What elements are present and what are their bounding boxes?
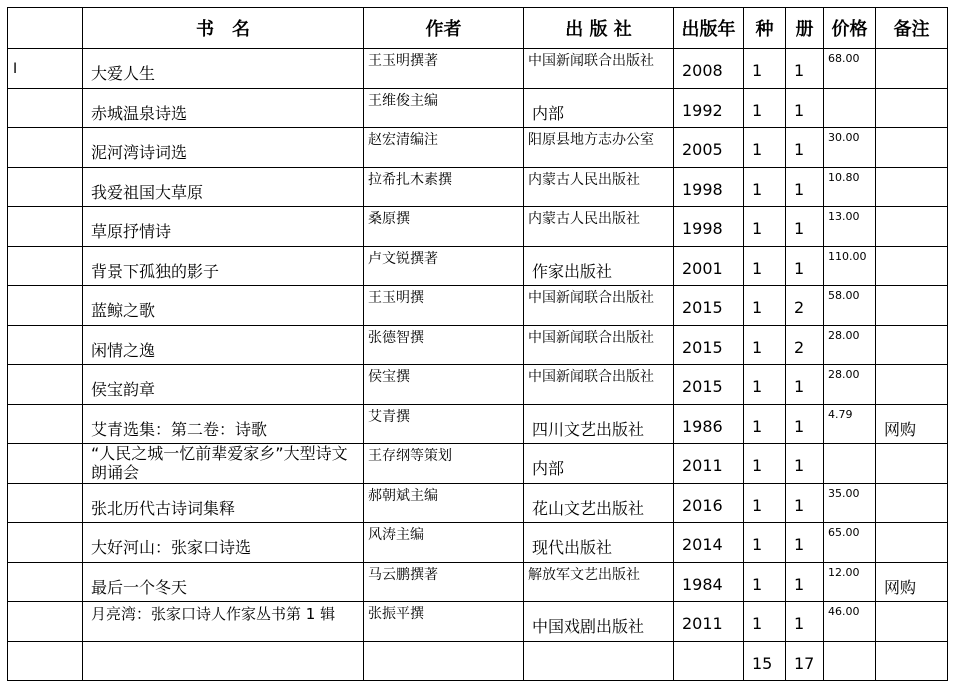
row-index bbox=[8, 365, 82, 377]
total-volumes: 17 bbox=[794, 653, 815, 673]
book-author: 张德智撰 bbox=[368, 329, 424, 346]
row-index bbox=[8, 484, 82, 496]
book-price: 58.00 bbox=[828, 289, 860, 302]
book-kinds: 1 bbox=[752, 179, 763, 199]
table-row bbox=[8, 128, 948, 168]
book-author: 王玉明撰著 bbox=[368, 53, 438, 69]
book-volumes: 1 bbox=[794, 219, 805, 238]
book-volumes: 1 bbox=[794, 100, 805, 120]
header-title: 书 名 bbox=[83, 8, 364, 49]
book-price: 30.00 bbox=[828, 131, 860, 144]
row-index bbox=[8, 444, 82, 456]
book-volumes: 2 bbox=[794, 337, 805, 357]
header-remark: 备注 bbox=[876, 8, 948, 49]
book-author: 王玉明撰 bbox=[368, 290, 424, 306]
book-price: 4.79 bbox=[828, 407, 853, 421]
book-price: 65.00 bbox=[828, 526, 860, 539]
book-year: 2001 bbox=[682, 258, 723, 278]
book-year: 1998 bbox=[682, 179, 723, 199]
book-volumes: 1 bbox=[794, 179, 805, 199]
book-publisher: 作家出版社 bbox=[532, 261, 613, 281]
book-title: 大爱人生 bbox=[91, 64, 156, 83]
book-remark bbox=[876, 286, 947, 298]
book-publisher: 内蒙古人民出版社 bbox=[528, 171, 640, 188]
book-remark bbox=[876, 523, 947, 535]
table-row bbox=[8, 483, 948, 523]
book-author: 桑原撰 bbox=[368, 211, 410, 227]
book-publisher: 解放军文艺出版社 bbox=[528, 566, 640, 583]
book-price: 68.00 bbox=[828, 52, 860, 65]
book-author: 侯宝撰 bbox=[368, 369, 410, 385]
table-row bbox=[8, 562, 948, 602]
header-kinds: 种 bbox=[744, 8, 786, 49]
book-author: 赵宏清编注 bbox=[368, 132, 438, 148]
book-volumes: 1 bbox=[794, 377, 805, 396]
book-remark bbox=[876, 49, 947, 61]
book-author: 拉希扎木素撰 bbox=[368, 171, 452, 188]
book-volumes: 1 bbox=[794, 416, 805, 436]
book-remark bbox=[876, 602, 947, 614]
book-volumes: 1 bbox=[794, 535, 805, 554]
book-title: 艾青选集：第二卷：诗歌 bbox=[91, 419, 268, 439]
book-price: 46.00 bbox=[828, 605, 860, 618]
row-index bbox=[8, 286, 82, 298]
book-kinds: 1 bbox=[752, 495, 763, 515]
book-remark: 网购 bbox=[884, 419, 917, 439]
book-price bbox=[824, 444, 875, 447]
table-row bbox=[8, 365, 948, 405]
book-kinds: 1 bbox=[752, 456, 763, 475]
header-author: 作者 bbox=[364, 8, 524, 49]
book-author: 郝朝斌主编 bbox=[368, 487, 438, 504]
book-title: 大好河山：张家口诗选 bbox=[91, 538, 252, 557]
book-volumes: 1 bbox=[794, 574, 805, 594]
table-row bbox=[8, 523, 948, 563]
book-table bbox=[7, 7, 948, 681]
book-remark bbox=[876, 247, 947, 259]
book-kinds: 1 bbox=[752, 61, 763, 80]
book-author: 风涛主编 bbox=[368, 527, 424, 543]
book-title: 泥河湾诗词选 bbox=[91, 143, 188, 162]
book-title: “人民之城一忆前辈爱家乡”大型诗文朗诵会 bbox=[91, 444, 348, 482]
book-kinds: 1 bbox=[752, 140, 763, 159]
book-publisher: 四川文艺出版社 bbox=[532, 419, 645, 439]
book-volumes: 1 bbox=[794, 495, 805, 515]
book-year: 1992 bbox=[682, 100, 723, 120]
book-price: 10.80 bbox=[828, 170, 860, 184]
book-year: 1998 bbox=[682, 219, 723, 238]
book-publisher: 现代出版社 bbox=[532, 538, 613, 557]
book-price: 28.00 bbox=[828, 328, 860, 342]
book-publisher: 阳原县地方志办公室 bbox=[528, 132, 654, 148]
book-publisher: 中国新闻联合出版社 bbox=[528, 53, 654, 69]
totals-row bbox=[8, 641, 948, 681]
header-index bbox=[8, 8, 83, 49]
book-year: 1986 bbox=[682, 416, 723, 436]
book-title: 闲情之逸 bbox=[91, 340, 156, 360]
book-publisher: 中国戏剧出版社 bbox=[532, 617, 645, 636]
book-kinds: 1 bbox=[752, 535, 763, 554]
table-row bbox=[8, 207, 948, 247]
row-index bbox=[8, 563, 82, 575]
book-kinds: 1 bbox=[752, 258, 763, 278]
book-publisher: 内部 bbox=[532, 103, 565, 123]
row-index bbox=[8, 168, 82, 180]
book-kinds: 1 bbox=[752, 100, 763, 120]
book-remark bbox=[876, 326, 947, 338]
book-volumes: 1 bbox=[794, 61, 805, 80]
book-remark bbox=[876, 89, 947, 101]
table-row bbox=[8, 325, 948, 365]
table-row bbox=[8, 88, 948, 128]
book-volumes: 1 bbox=[794, 456, 805, 475]
book-year: 2014 bbox=[682, 535, 723, 554]
header-row bbox=[8, 8, 948, 49]
book-price: 110.00 bbox=[828, 249, 867, 263]
book-kinds: 1 bbox=[752, 416, 763, 436]
book-year: 2005 bbox=[682, 140, 723, 159]
book-author: 艾青撰 bbox=[368, 408, 410, 425]
book-remark bbox=[876, 128, 947, 140]
book-kinds: 1 bbox=[752, 298, 763, 317]
book-author: 马云鹏撰著 bbox=[368, 566, 438, 583]
book-kinds: 1 bbox=[752, 614, 763, 633]
book-author: 张振平撰 bbox=[368, 606, 424, 622]
book-remark bbox=[876, 168, 947, 180]
book-volumes: 2 bbox=[794, 298, 805, 317]
book-year: 1984 bbox=[682, 574, 723, 594]
row-index: I bbox=[13, 61, 18, 77]
book-remark bbox=[876, 484, 947, 496]
book-remark bbox=[876, 444, 947, 456]
book-price bbox=[824, 89, 875, 92]
book-publisher: 内蒙古人民出版社 bbox=[528, 211, 640, 227]
book-author: 王维俊主编 bbox=[368, 92, 438, 109]
table-row bbox=[8, 404, 948, 444]
row-index bbox=[8, 89, 82, 101]
book-kinds: 1 bbox=[752, 574, 763, 594]
book-title: 最后一个冬天 bbox=[91, 577, 188, 597]
table-body bbox=[8, 49, 948, 642]
book-price: 12.00 bbox=[828, 565, 860, 579]
book-price: 28.00 bbox=[828, 368, 860, 381]
book-author: 卢文锐撰著 bbox=[368, 250, 438, 267]
table-row bbox=[8, 246, 948, 286]
book-title: 蓝鲸之歌 bbox=[91, 301, 156, 320]
book-remark bbox=[876, 365, 947, 377]
book-remark: 网购 bbox=[884, 577, 917, 597]
book-year: 2016 bbox=[682, 495, 723, 515]
book-publisher: 中国新闻联合出版社 bbox=[528, 329, 654, 346]
book-year: 2008 bbox=[682, 61, 723, 80]
book-year: 2011 bbox=[682, 614, 723, 633]
header-price: 价格 bbox=[824, 8, 876, 49]
table-row bbox=[8, 602, 948, 642]
table-row bbox=[8, 167, 948, 207]
book-publisher: 中国新闻联合出版社 bbox=[528, 290, 654, 306]
book-title: 月亮湾：张家口诗人作家丛书第 1 辑 bbox=[91, 605, 336, 623]
table-row bbox=[8, 286, 948, 326]
book-volumes: 1 bbox=[794, 614, 805, 633]
row-index bbox=[8, 128, 82, 140]
book-kinds: 1 bbox=[752, 377, 763, 396]
row-index bbox=[8, 405, 82, 417]
book-publisher: 内部 bbox=[532, 459, 565, 478]
header-publisher: 出 版 社 bbox=[524, 8, 674, 49]
book-price: 13.00 bbox=[828, 210, 860, 223]
book-volumes: 1 bbox=[794, 140, 805, 159]
book-year: 2011 bbox=[682, 456, 723, 475]
book-title: 赤城温泉诗选 bbox=[91, 103, 188, 123]
table-row bbox=[8, 49, 948, 89]
book-title: 我爱祖国大草原 bbox=[91, 182, 204, 202]
row-index bbox=[8, 523, 82, 535]
row-index bbox=[8, 247, 82, 259]
table-row bbox=[8, 444, 948, 484]
book-year: 2015 bbox=[682, 377, 723, 396]
book-publisher: 中国新闻联合出版社 bbox=[528, 369, 654, 385]
book-volumes: 1 bbox=[794, 258, 805, 278]
book-publisher: 花山文艺出版社 bbox=[532, 498, 645, 518]
book-year: 2015 bbox=[682, 298, 723, 317]
book-kinds: 1 bbox=[752, 337, 763, 357]
total-kinds: 15 bbox=[752, 653, 773, 673]
row-index bbox=[8, 207, 82, 219]
book-title: 草原抒情诗 bbox=[91, 222, 172, 241]
book-remark bbox=[876, 207, 947, 219]
book-title: 背景下孤独的影子 bbox=[91, 261, 220, 281]
book-title: 张北历代古诗词集释 bbox=[91, 498, 236, 518]
book-price: 35.00 bbox=[828, 486, 860, 500]
book-year: 2015 bbox=[682, 337, 723, 357]
row-index bbox=[8, 326, 82, 338]
row-index bbox=[8, 602, 82, 614]
book-author: 王存纲等策划 bbox=[368, 448, 452, 464]
header-volumes: 册 bbox=[786, 8, 824, 49]
book-title: 侯宝韵章 bbox=[91, 380, 156, 399]
header-year: 出版年 bbox=[674, 8, 744, 49]
book-kinds: 1 bbox=[752, 219, 763, 238]
